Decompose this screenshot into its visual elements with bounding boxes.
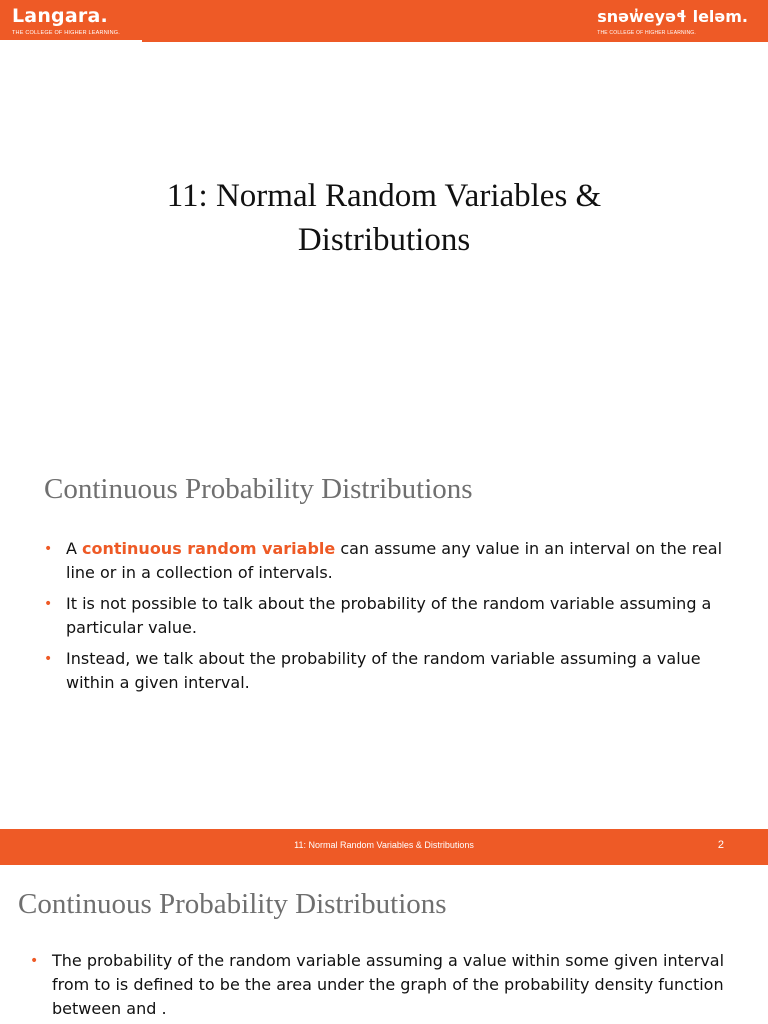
langara-logo xyxy=(12,4,120,36)
highlighted-term: continuous random variable xyxy=(82,539,336,558)
bullet-text: Instead, we talk about the probability of the random variable assuming a value within a given interval. xyxy=(66,649,701,692)
page-number: 2 xyxy=(717,839,724,851)
slide-title xyxy=(84,174,684,262)
list-item xyxy=(44,647,724,695)
bullet-text: The probability of the random variable assuming a value within some given interval from to is defined to be the area under the graph of the probability density function between and . xyxy=(52,951,725,1018)
bullet-list xyxy=(30,949,750,1021)
bullet-text: It is not possible to talk about the probability of the random variable assuming a particular value. xyxy=(66,594,712,637)
bullet-text: A xyxy=(66,539,83,558)
section-heading: Continuous Probability Distributions xyxy=(44,473,473,505)
bullet-list xyxy=(44,537,724,702)
bullet-icon: • xyxy=(44,651,53,667)
logo-tagline: THE COLLEGE OF HIGHER LEARNING. xyxy=(12,30,120,36)
bullet-text: can assume any value in an interval on the real line or in a collection of intervals. xyxy=(66,539,723,582)
bullet-icon: • xyxy=(44,596,53,612)
section-heading: Continuous Probability Distributions xyxy=(18,888,447,920)
header-bar xyxy=(0,0,768,42)
footer-title: 11: Normal Random Variables & Distributions xyxy=(294,840,474,850)
logo-right-tagline: THE COLLEGE OF HIGHER LEARNING. xyxy=(597,30,696,36)
title-line-2: Distributions xyxy=(297,222,471,258)
logo-name: Langara. xyxy=(12,5,108,27)
footer-bar xyxy=(0,829,768,865)
bullet-icon: • xyxy=(30,953,39,969)
list-item xyxy=(44,592,724,640)
indigenous-name-logo xyxy=(597,8,748,36)
bullet-icon: • xyxy=(44,541,53,557)
logo-underline xyxy=(0,40,142,42)
list-item xyxy=(30,949,750,1021)
list-item xyxy=(44,537,724,585)
title-line-1: 11: Normal Random Variables & xyxy=(166,178,602,214)
logo-right-name: snəw̓eyəɬ leləm. xyxy=(597,7,748,26)
